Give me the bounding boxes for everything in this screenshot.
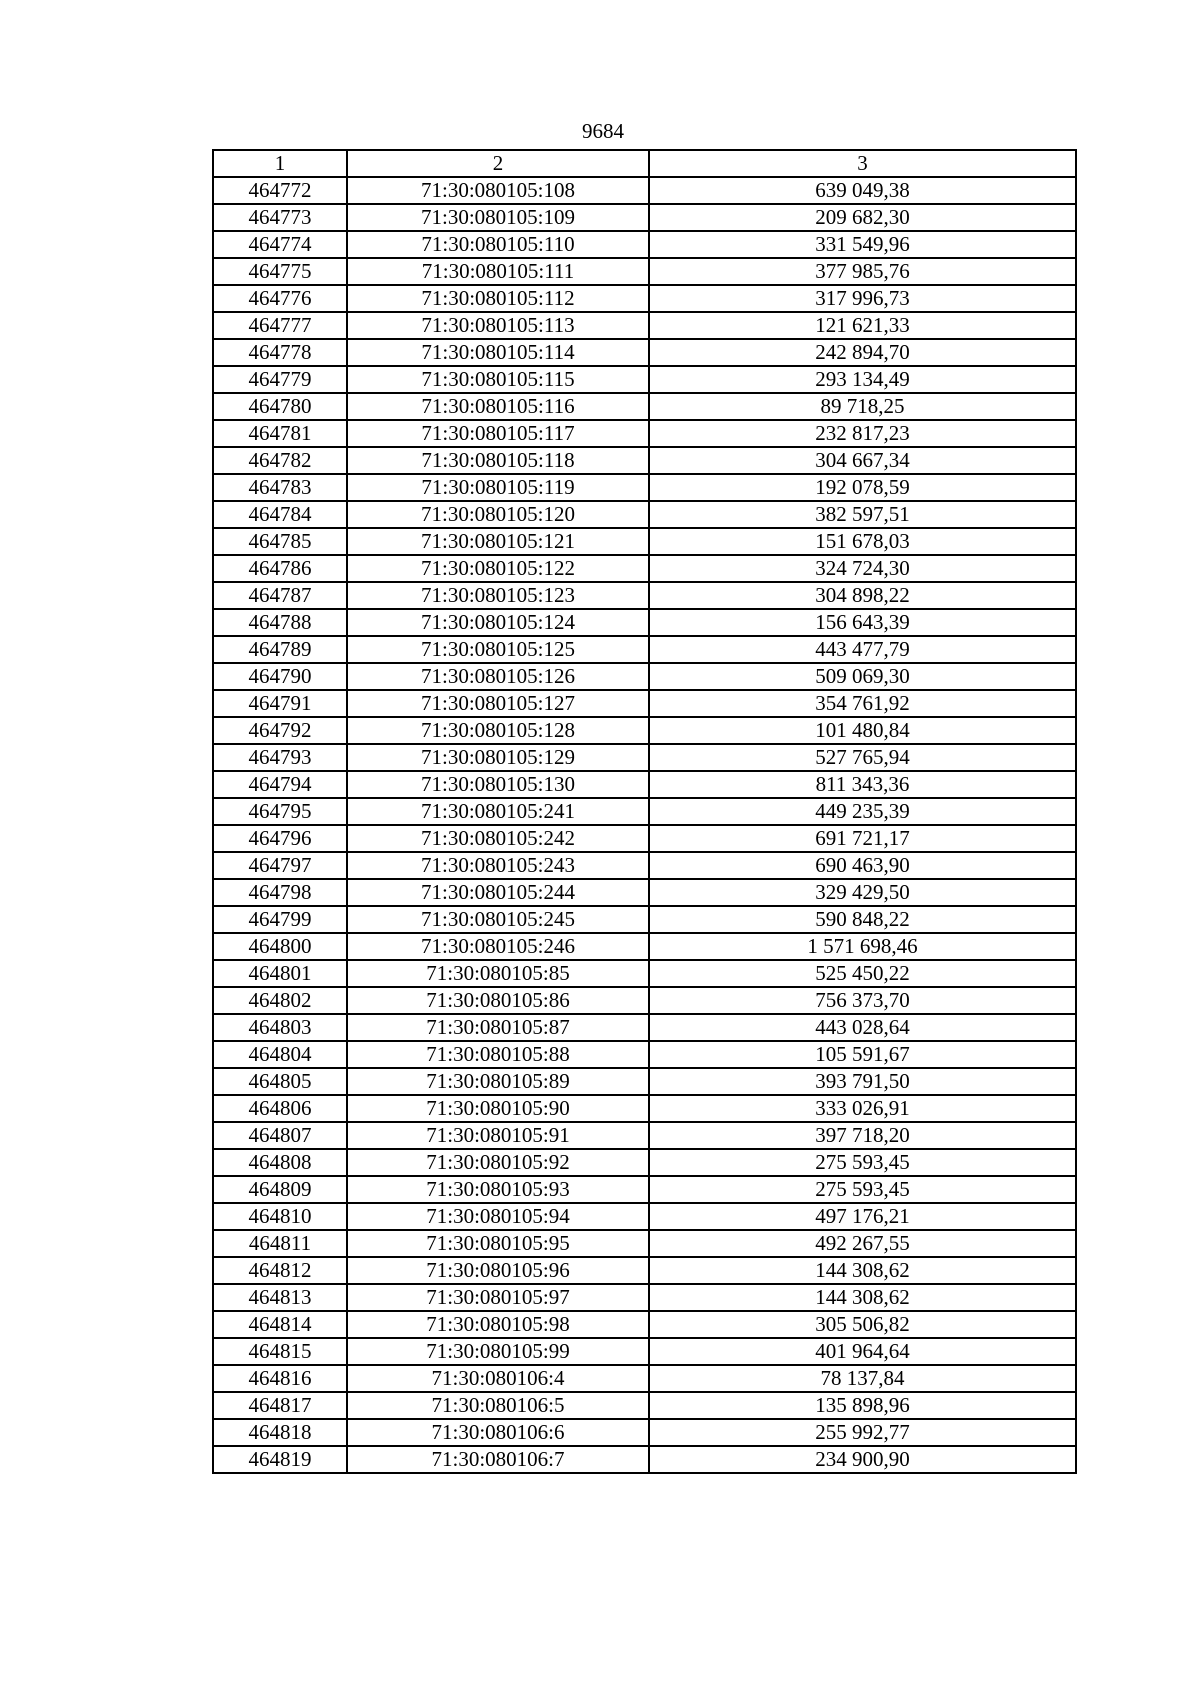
table-row <box>213 798 1076 825</box>
row-number-cell: 464802 <box>213 987 347 1014</box>
row-number-cell: 464796 <box>213 825 347 852</box>
cadastral-number-cell: 71:30:080105:121 <box>347 528 649 555</box>
table-row <box>213 1014 1076 1041</box>
cadastral-number-cell: 71:30:080106:4 <box>347 1365 649 1392</box>
table-row <box>213 1311 1076 1338</box>
table-row <box>213 1257 1076 1284</box>
cadastral-number-cell: 71:30:080105:126 <box>347 663 649 690</box>
cadastral-number-cell: 71:30:080105:94 <box>347 1203 649 1230</box>
cadastral-value-cell: 156 643,39 <box>649 609 1076 636</box>
table-row <box>213 312 1076 339</box>
cadastral-value-cell: 275 593,45 <box>649 1149 1076 1176</box>
row-number-cell: 464816 <box>213 1365 347 1392</box>
row-number-cell: 464809 <box>213 1176 347 1203</box>
row-number-cell: 464786 <box>213 555 347 582</box>
column-header-1: 1 <box>213 150 347 177</box>
column-header-2: 2 <box>347 150 649 177</box>
cadastral-number-cell: 71:30:080105:87 <box>347 1014 649 1041</box>
table-row <box>213 825 1076 852</box>
table-row <box>213 987 1076 1014</box>
table-row <box>213 906 1076 933</box>
cadastral-value-cell: 331 549,96 <box>649 231 1076 258</box>
cadastral-value-cell: 691 721,17 <box>649 825 1076 852</box>
table-row <box>213 690 1076 717</box>
row-number-cell: 464774 <box>213 231 347 258</box>
cadastral-number-cell: 71:30:080105:246 <box>347 933 649 960</box>
row-number-cell: 464804 <box>213 1041 347 1068</box>
row-number-cell: 464811 <box>213 1230 347 1257</box>
row-number-cell: 464819 <box>213 1446 347 1473</box>
row-number-cell: 464775 <box>213 258 347 285</box>
cadastral-value-cell: 377 985,76 <box>649 258 1076 285</box>
cadastral-value-cell: 397 718,20 <box>649 1122 1076 1149</box>
cadastral-value-cell: 232 817,23 <box>649 420 1076 447</box>
cadastral-value-cell: 192 078,59 <box>649 474 1076 501</box>
row-number-cell: 464815 <box>213 1338 347 1365</box>
table-row <box>213 933 1076 960</box>
table-header <box>213 150 1076 177</box>
cadastral-number-cell: 71:30:080105:88 <box>347 1041 649 1068</box>
row-number-cell: 464792 <box>213 717 347 744</box>
cadastral-value-cell: 401 964,64 <box>649 1338 1076 1365</box>
row-number-cell: 464788 <box>213 609 347 636</box>
cadastral-number-cell: 71:30:080105:127 <box>347 690 649 717</box>
row-number-cell: 464805 <box>213 1068 347 1095</box>
cadastral-value-cell: 329 429,50 <box>649 879 1076 906</box>
cadastral-number-cell: 71:30:080105:97 <box>347 1284 649 1311</box>
table-row <box>213 258 1076 285</box>
cadastral-value-cell: 242 894,70 <box>649 339 1076 366</box>
cadastral-value-cell: 393 791,50 <box>649 1068 1076 1095</box>
table-row <box>213 1203 1076 1230</box>
row-number-cell: 464776 <box>213 285 347 312</box>
table-row <box>213 609 1076 636</box>
cadastral-number-cell: 71:30:080105:118 <box>347 447 649 474</box>
cadastral-number-cell: 71:30:080105:98 <box>347 1311 649 1338</box>
row-number-cell: 464813 <box>213 1284 347 1311</box>
cadastral-value-cell: 305 506,82 <box>649 1311 1076 1338</box>
row-number-cell: 464784 <box>213 501 347 528</box>
cadastral-number-cell: 71:30:080105:115 <box>347 366 649 393</box>
cadastral-value-cell: 121 621,33 <box>649 312 1076 339</box>
cadastral-number-cell: 71:30:080105:112 <box>347 285 649 312</box>
cadastral-value-cell: 105 591,67 <box>649 1041 1076 1068</box>
table-row <box>213 1149 1076 1176</box>
row-number-cell: 464781 <box>213 420 347 447</box>
table-row <box>213 528 1076 555</box>
table-row <box>213 1338 1076 1365</box>
cadastral-number-cell: 71:30:080105:124 <box>347 609 649 636</box>
table-row <box>213 1419 1076 1446</box>
row-number-cell: 464790 <box>213 663 347 690</box>
row-number-cell: 464785 <box>213 528 347 555</box>
table-row <box>213 1392 1076 1419</box>
cadastral-value-cell: 590 848,22 <box>649 906 1076 933</box>
row-number-cell: 464806 <box>213 1095 347 1122</box>
cadastral-value-cell: 527 765,94 <box>649 744 1076 771</box>
cadastral-value-cell: 144 308,62 <box>649 1284 1076 1311</box>
cadastral-value-cell: 234 900,90 <box>649 1446 1076 1473</box>
cadastral-number-cell: 71:30:080105:120 <box>347 501 649 528</box>
cadastral-value-cell: 443 028,64 <box>649 1014 1076 1041</box>
row-number-cell: 464803 <box>213 1014 347 1041</box>
cadastral-number-cell: 71:30:080105:244 <box>347 879 649 906</box>
table-row <box>213 1176 1076 1203</box>
row-number-cell: 464797 <box>213 852 347 879</box>
cadastral-value-cell: 497 176,21 <box>649 1203 1076 1230</box>
cadastral-number-cell: 71:30:080105:89 <box>347 1068 649 1095</box>
row-number-cell: 464795 <box>213 798 347 825</box>
table-row <box>213 1284 1076 1311</box>
cadastral-value-cell: 811 343,36 <box>649 771 1076 798</box>
table-row <box>213 960 1076 987</box>
cadastral-value-cell: 525 450,22 <box>649 960 1076 987</box>
column-header-3: 3 <box>649 150 1076 177</box>
cadastral-value-cell: 304 898,22 <box>649 582 1076 609</box>
cadastral-value-cell: 101 480,84 <box>649 717 1076 744</box>
cadastral-number-cell: 71:30:080105:93 <box>347 1176 649 1203</box>
cadastral-number-cell: 71:30:080105:90 <box>347 1095 649 1122</box>
table-row <box>213 231 1076 258</box>
cadastral-number-cell: 71:30:080105:95 <box>347 1230 649 1257</box>
table-row <box>213 717 1076 744</box>
table-row <box>213 555 1076 582</box>
table-row <box>213 879 1076 906</box>
table-row <box>213 366 1076 393</box>
table-row <box>213 285 1076 312</box>
table-body <box>213 177 1076 1473</box>
cadastral-number-cell: 71:30:080105:241 <box>347 798 649 825</box>
row-number-cell: 464814 <box>213 1311 347 1338</box>
table-row <box>213 474 1076 501</box>
cadastral-number-cell: 71:30:080106:5 <box>347 1392 649 1419</box>
row-number-cell: 464801 <box>213 960 347 987</box>
cadastral-value-cell: 317 996,73 <box>649 285 1076 312</box>
row-number-cell: 464810 <box>213 1203 347 1230</box>
cadastral-number-cell: 71:30:080105:85 <box>347 960 649 987</box>
table-row <box>213 501 1076 528</box>
cadastral-value-cell: 756 373,70 <box>649 987 1076 1014</box>
row-number-cell: 464798 <box>213 879 347 906</box>
row-number-cell: 464794 <box>213 771 347 798</box>
cadastral-number-cell: 71:30:080105:242 <box>347 825 649 852</box>
cadastral-number-cell: 71:30:080105:108 <box>347 177 649 204</box>
table-row <box>213 1230 1076 1257</box>
row-number-cell: 464812 <box>213 1257 347 1284</box>
cadastral-value-cell: 275 593,45 <box>649 1176 1076 1203</box>
cadastral-number-cell: 71:30:080105:116 <box>347 393 649 420</box>
row-number-cell: 464791 <box>213 690 347 717</box>
cadastral-number-cell: 71:30:080105:125 <box>347 636 649 663</box>
table-row <box>213 447 1076 474</box>
cadastral-number-cell: 71:30:080105:111 <box>347 258 649 285</box>
cadastral-value-cell: 333 026,91 <box>649 1095 1076 1122</box>
cadastral-number-cell: 71:30:080105:245 <box>347 906 649 933</box>
row-number-cell: 464777 <box>213 312 347 339</box>
cadastral-value-cell: 304 667,34 <box>649 447 1076 474</box>
table-row <box>213 852 1076 879</box>
cadastral-value-cell: 639 049,38 <box>649 177 1076 204</box>
cadastral-value-cell: 492 267,55 <box>649 1230 1076 1257</box>
row-number-cell: 464779 <box>213 366 347 393</box>
cadastral-number-cell: 71:30:080105:117 <box>347 420 649 447</box>
table-row <box>213 177 1076 204</box>
table-row <box>213 582 1076 609</box>
row-number-cell: 464818 <box>213 1419 347 1446</box>
cadastral-value-cell: 293 134,49 <box>649 366 1076 393</box>
row-number-cell: 464787 <box>213 582 347 609</box>
row-number-cell: 464807 <box>213 1122 347 1149</box>
cadastral-number-cell: 71:30:080105:91 <box>347 1122 649 1149</box>
cadastral-value-cell: 382 597,51 <box>649 501 1076 528</box>
cadastral-number-cell: 71:30:080105:96 <box>347 1257 649 1284</box>
cadastral-value-cell: 151 678,03 <box>649 528 1076 555</box>
cadastral-number-cell: 71:30:080106:6 <box>347 1419 649 1446</box>
cadastral-value-cell: 78 137,84 <box>649 1365 1076 1392</box>
row-number-cell: 464799 <box>213 906 347 933</box>
row-number-cell: 464800 <box>213 933 347 960</box>
cadastral-number-cell: 71:30:080105:99 <box>347 1338 649 1365</box>
row-number-cell: 464793 <box>213 744 347 771</box>
cadastral-number-cell: 71:30:080105:114 <box>347 339 649 366</box>
cadastral-value-cell: 89 718,25 <box>649 393 1076 420</box>
row-number-cell: 464773 <box>213 204 347 231</box>
cadastral-value-cell: 354 761,92 <box>649 690 1076 717</box>
table-row <box>213 420 1076 447</box>
header-row <box>213 150 1076 177</box>
row-number-cell: 464789 <box>213 636 347 663</box>
cadastral-number-cell: 71:30:080105:110 <box>347 231 649 258</box>
row-number-cell: 464808 <box>213 1149 347 1176</box>
row-number-cell: 464778 <box>213 339 347 366</box>
cadastral-number-cell: 71:30:080105:123 <box>347 582 649 609</box>
table-row <box>213 1446 1076 1473</box>
cadastral-number-cell: 71:30:080105:129 <box>347 744 649 771</box>
row-number-cell: 464783 <box>213 474 347 501</box>
table-row <box>213 339 1076 366</box>
table-row <box>213 1095 1076 1122</box>
cadastral-number-cell: 71:30:080105:130 <box>347 771 649 798</box>
cadastral-value-cell: 209 682,30 <box>649 204 1076 231</box>
table-row <box>213 744 1076 771</box>
table-row <box>213 1365 1076 1392</box>
cadastral-number-cell: 71:30:080105:122 <box>347 555 649 582</box>
cadastral-value-cell: 449 235,39 <box>649 798 1076 825</box>
cadastral-value-cell: 1 571 698,46 <box>649 933 1076 960</box>
cadastral-number-cell: 71:30:080105:128 <box>347 717 649 744</box>
table-row <box>213 663 1076 690</box>
row-number-cell: 464817 <box>213 1392 347 1419</box>
cadastral-value-cell: 144 308,62 <box>649 1257 1076 1284</box>
table-row <box>213 393 1076 420</box>
table-row <box>213 636 1076 663</box>
cadastral-value-cell: 135 898,96 <box>649 1392 1076 1419</box>
cadastral-number-cell: 71:30:080105:119 <box>347 474 649 501</box>
row-number-cell: 464782 <box>213 447 347 474</box>
cadastral-number-cell: 71:30:080105:243 <box>347 852 649 879</box>
cadastral-number-cell: 71:30:080105:86 <box>347 987 649 1014</box>
cadastral-number-cell: 71:30:080105:113 <box>347 312 649 339</box>
cadastral-value-cell: 324 724,30 <box>649 555 1076 582</box>
table-row <box>213 204 1076 231</box>
page-number: 9684 <box>582 119 624 143</box>
cadastral-value-cell: 509 069,30 <box>649 663 1076 690</box>
cadastral-value-cell: 443 477,79 <box>649 636 1076 663</box>
row-number-cell: 464772 <box>213 177 347 204</box>
table-row <box>213 1041 1076 1068</box>
cadastral-number-cell: 71:30:080105:92 <box>347 1149 649 1176</box>
cadastral-number-cell: 71:30:080106:7 <box>347 1446 649 1473</box>
cadastral-value-cell: 690 463,90 <box>649 852 1076 879</box>
table-row <box>213 1068 1076 1095</box>
table-row <box>213 771 1076 798</box>
table-row <box>213 1122 1076 1149</box>
row-number-cell: 464780 <box>213 393 347 420</box>
cadastral-number-cell: 71:30:080105:109 <box>347 204 649 231</box>
cadastral-value-cell: 255 992,77 <box>649 1419 1076 1446</box>
cadastral-value-table <box>212 149 1077 1474</box>
